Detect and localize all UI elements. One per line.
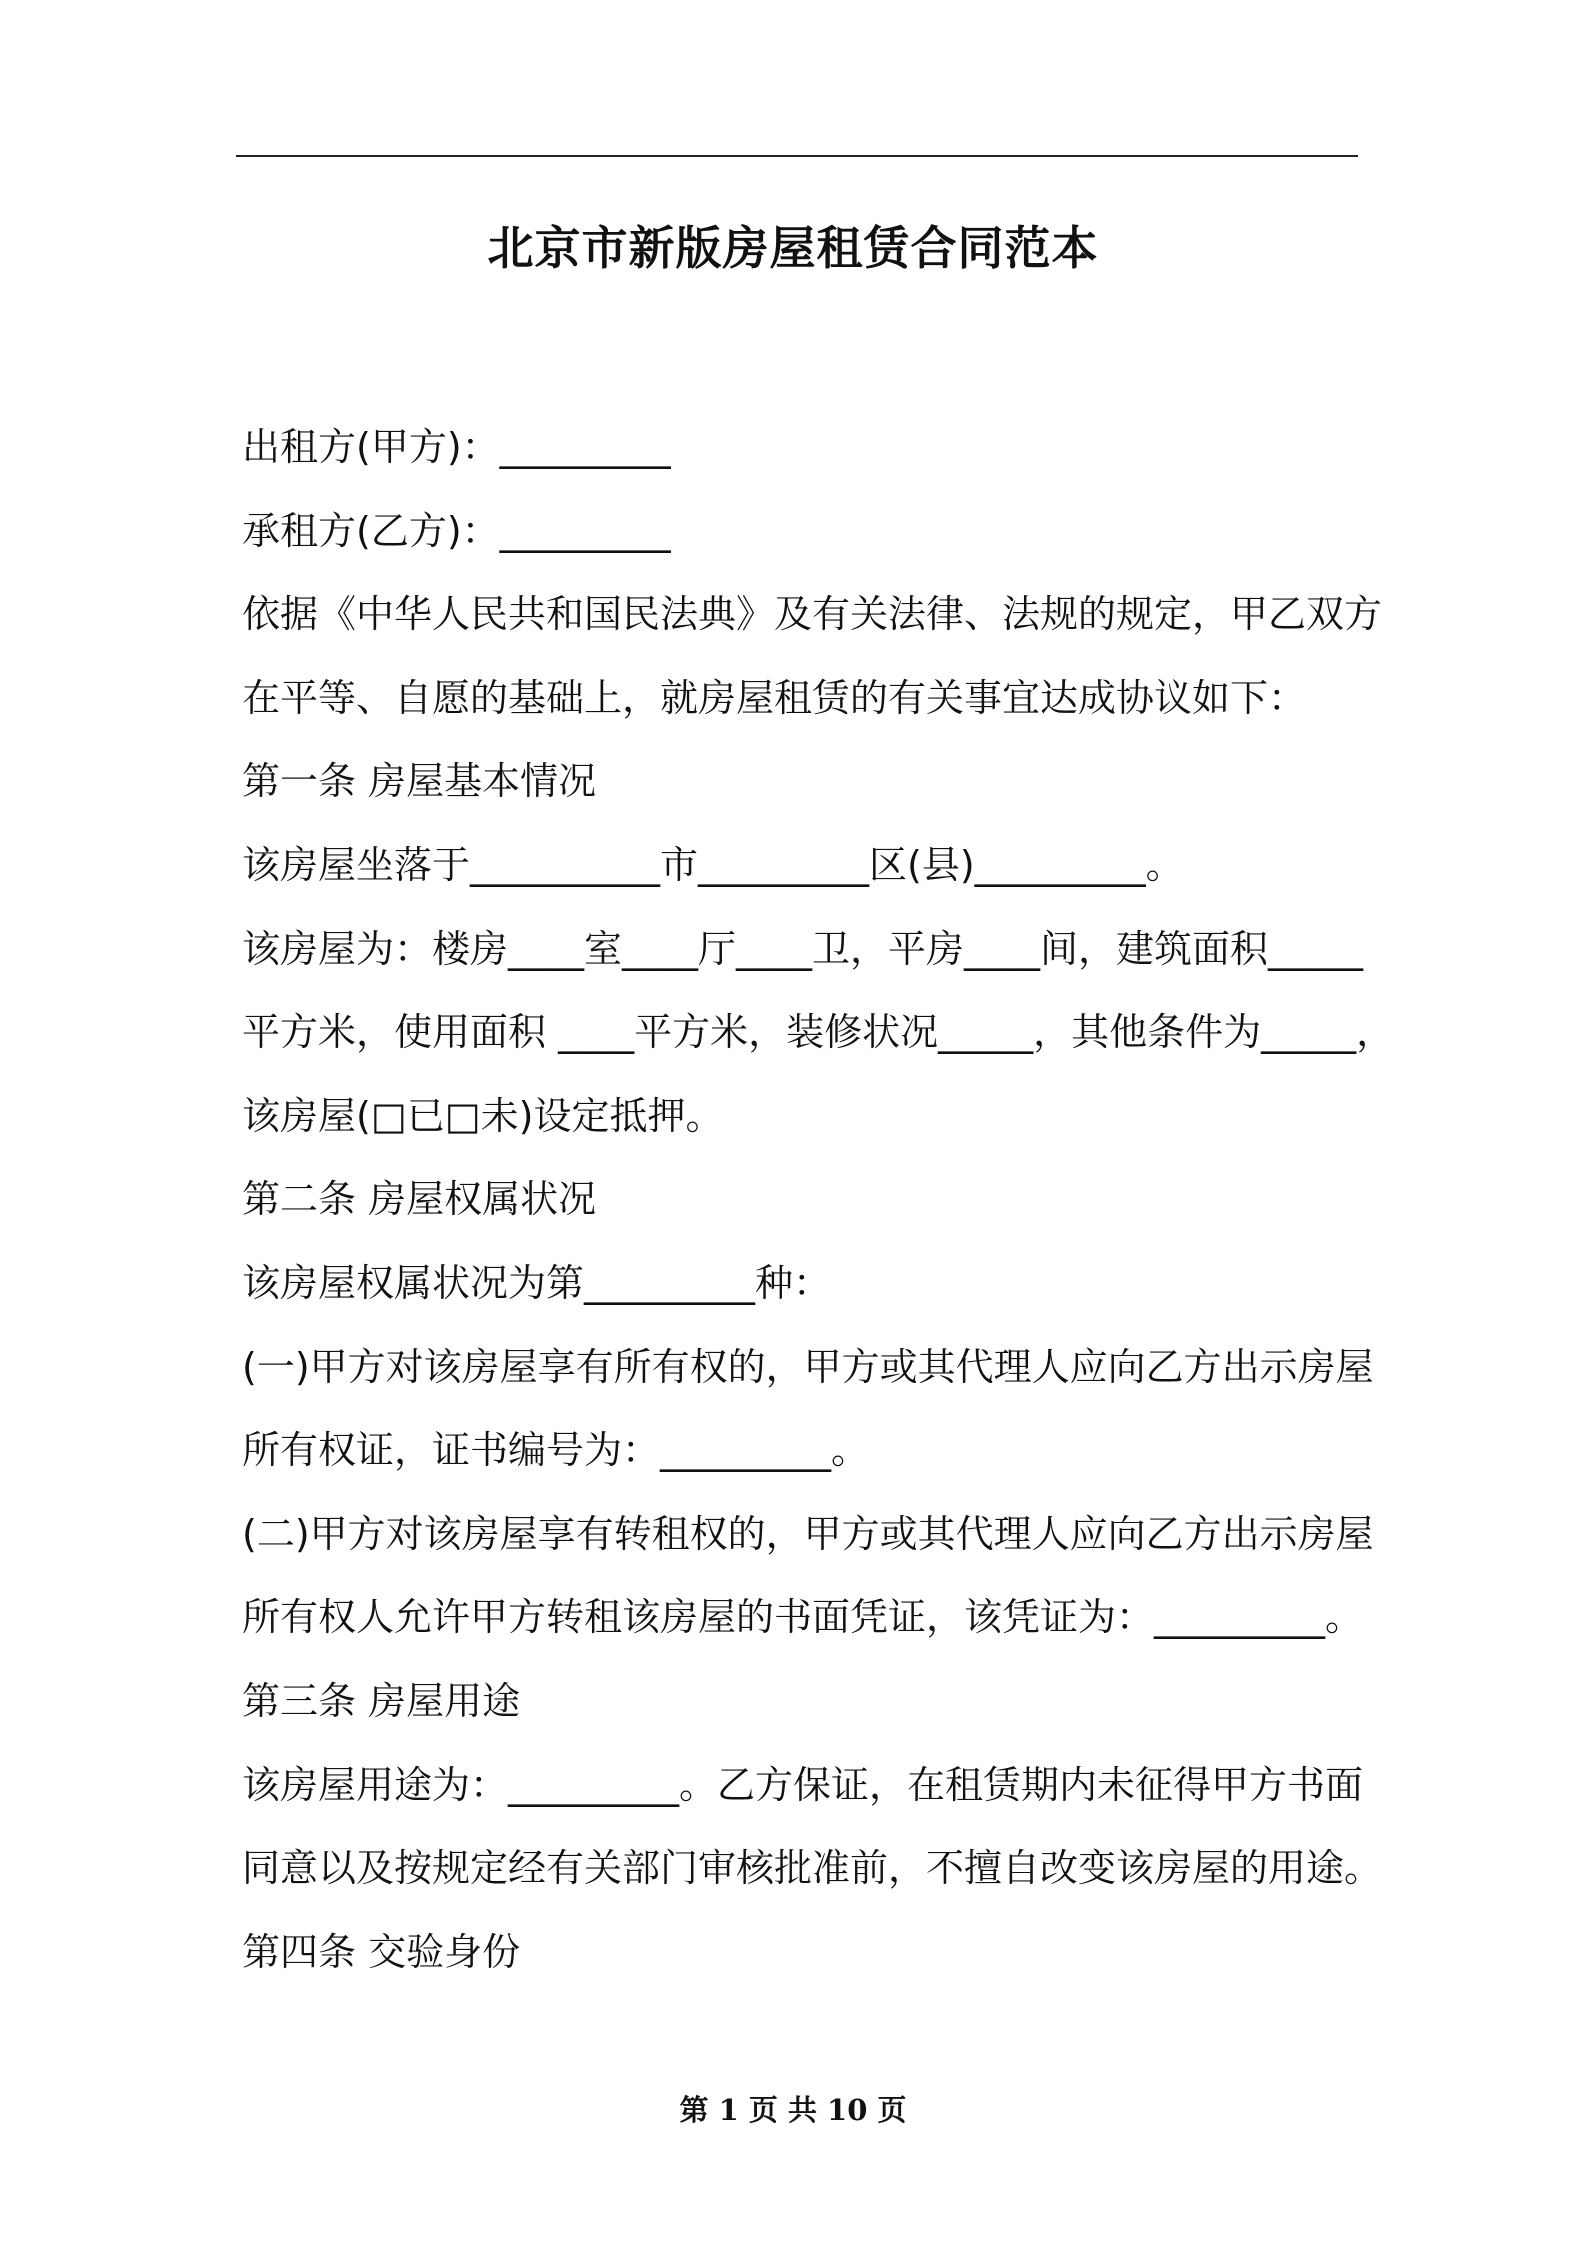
article-1-mortgage: 该房屋(□已□未)设定抵押。 — [242, 1093, 724, 1138]
article-1-location: 该房屋坐落于__________市_________区(县)_________。 — [242, 842, 1184, 887]
header-rule — [236, 155, 1358, 157]
article-1-layout-line-2: 平方米，使用面积 ____平方米，装修状况_____，其他条件为_____， — [242, 1010, 1395, 1055]
article-3-line-1: 该房屋用途为：_________。乙方保证，在租赁期内未征得甲方书面 — [242, 1762, 1364, 1807]
article-2-type: 该房屋权属状况为第_________种： — [242, 1260, 832, 1305]
article-3-line-2: 同意以及按规定经有关部门审核批准前，不擅自改变该房屋的用途。 — [242, 1846, 1383, 1891]
article-2-clause-1-line-1: (一)甲方对该房屋享有所有权的，甲方或其代理人应向乙方出示房屋 — [242, 1344, 1374, 1389]
article-2-clause-1-line-2: 所有权证，证书编号为：_________。 — [242, 1428, 870, 1473]
article-2-clause-2-line-2: 所有权人允许甲方转租该房屋的书面凭证，该凭证为：_________。 — [242, 1595, 1364, 1640]
article-1-layout-line-1: 该房屋为：楼房____室____厅____卫，平房____间，建筑面积_____ — [242, 926, 1364, 971]
page-number: 第 1 页 共 10 页 — [679, 2093, 907, 2127]
article-1-heading: 第一条 房屋基本情况 — [242, 759, 597, 804]
document-body — [242, 406, 1395, 1994]
preamble-line-1: 依据《中华人民共和国民法典》及有关法律、法规的规定，甲乙双方 — [242, 592, 1383, 637]
article-3-heading: 第三条 房屋用途 — [242, 1678, 521, 1723]
preamble-line-2: 在平等、自愿的基础上，就房屋租赁的有关事宜达成协议如下： — [242, 675, 1307, 720]
article-2-heading: 第二条 房屋权属状况 — [242, 1177, 597, 1222]
article-2-clause-2-line-1: (二)甲方对该房屋享有转租权的，甲方或其代理人应向乙方出示房屋 — [242, 1511, 1374, 1556]
lessee-line: 承租方(乙方)：_________ — [242, 508, 671, 553]
document-title: 北京市新版房屋租赁合同范本 — [487, 221, 1099, 275]
article-4-heading: 第四条 交验身份 — [242, 1929, 521, 1974]
lessor-line: 出租方(甲方)：_________ — [242, 425, 671, 469]
